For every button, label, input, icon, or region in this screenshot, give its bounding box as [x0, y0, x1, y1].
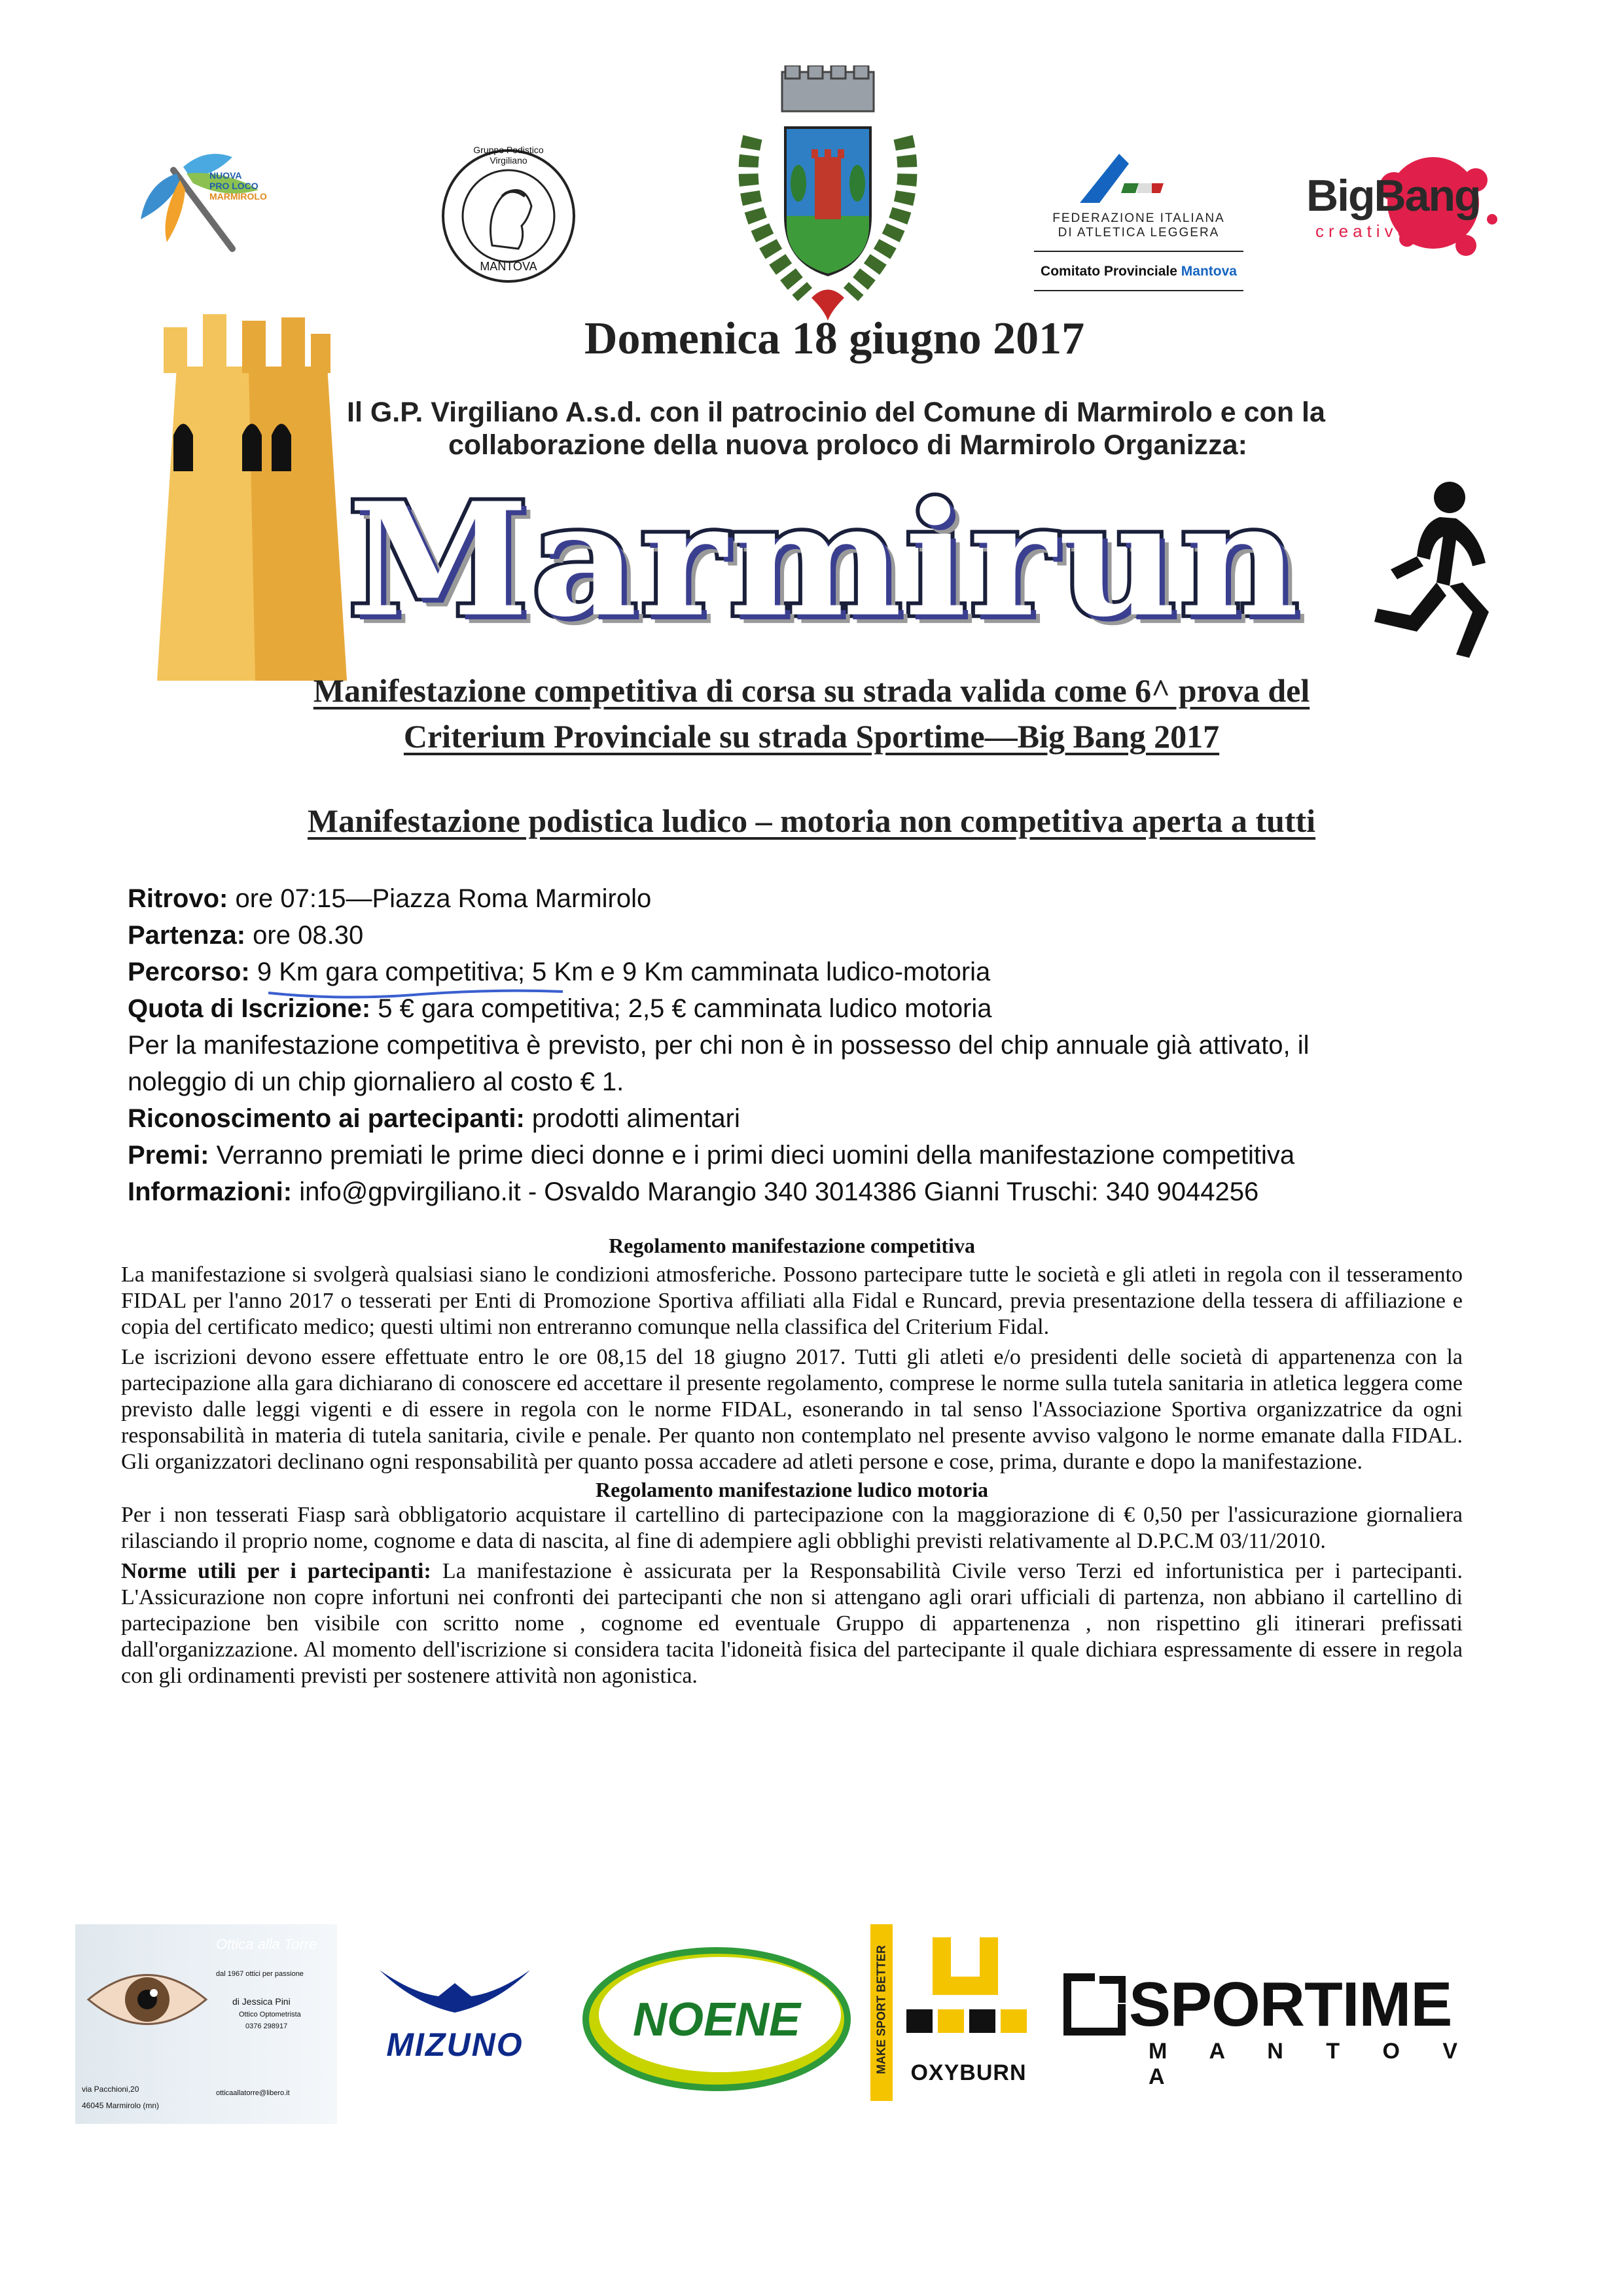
- info-riconoscimento: [128, 1100, 1502, 1137]
- ottica-line4: 0376 298917: [245, 2022, 288, 2030]
- ritrovo-value: ore 07:15—Piazza Roma Marmirolo: [228, 884, 652, 913]
- coat-of-arms-icon: [726, 65, 929, 321]
- regolamento-ludico-p1: Per i non tesserati Fiasp sarà obbligatorio acquistare il cartellino di partecipazione con la maggiorazione di € 0,50 per l'assicurazione giornaliera rilasciando il proprio nome, cognome e data di nascita, al fine di adempiere agli obblighi previsti relativamente al D.P.C.M 03/11/2010.: [121, 1503, 1463, 1553]
- partenza-value: ore 08.30: [245, 921, 364, 950]
- info-ritrovo: [128, 880, 1502, 917]
- percorso-label: Percorso:: [128, 958, 250, 986]
- info-block: [128, 880, 1502, 1210]
- sportime-name: SPORTIME: [1129, 1969, 1452, 2039]
- gp-ring-text: Gruppo Podistico Virgiliano: [473, 145, 544, 166]
- chip-line-1: Per la manifestazione competitiva è previsto, per chi non è in possesso del chip annuale già attivato, il: [128, 1031, 1310, 1060]
- event-title-banner: [308, 461, 1342, 658]
- runner-illustration: [1358, 478, 1502, 668]
- runner-icon: [1358, 478, 1502, 668]
- sponsor-noene: [579, 1937, 854, 2101]
- mizuno-name: MIZUNO: [386, 2026, 524, 2063]
- event-title: Marmirun: [348, 468, 1302, 651]
- ottica-address1: via Pacchioni,20: [82, 2085, 139, 2094]
- fidal-line2: DI ATLETICA LEGGERA: [1058, 226, 1220, 240]
- proloco-line2: PRO LOCO: [209, 181, 259, 191]
- proloco-line1: NUOVA: [209, 170, 242, 181]
- sponsor-oxyburn: [870, 1924, 1037, 2101]
- premi-value: Verranno premiati le prime dieci donne e i primi dieci uomini della manifestazione competitiva: [209, 1141, 1295, 1170]
- regolamento-ludico-title: Regolamento manifestazione ludico motoria: [596, 1478, 988, 1501]
- intro-line-2: collaborazione della nuova proloco di Marmirolo Organizza:: [448, 429, 1247, 461]
- sponsor-sportime: [1063, 1969, 1515, 2089]
- regolamento-competitiva-title: Regolamento manifestazione competitiva: [609, 1234, 975, 1257]
- noene-name: NOENE: [632, 1994, 801, 2046]
- riconoscimento-label: Riconoscimento ai partecipanti:: [128, 1104, 525, 1133]
- quota-value: 5 € gara competitiva; 2,5 € camminata ludico motoria: [370, 994, 992, 1023]
- gp-bottom-text: MANTOVA: [480, 260, 537, 273]
- partenza-label: Partenza:: [128, 921, 246, 950]
- norme-label: Norme utili per i partecipanti:: [121, 1559, 431, 1583]
- ottica-email: otticaallatorre@libero.it: [216, 2089, 290, 2097]
- fidal-committee-city: Mantova: [1181, 264, 1237, 279]
- logo-bigbang: [1302, 141, 1518, 272]
- logo-comune-marmirolo: [726, 65, 929, 321]
- ottica-line2: di Jessica Pini: [232, 1996, 291, 2007]
- intro-line-1: Il G.P. Virgiliano A.s.d. con il patrocinio del Comune di Marmirolo e con la: [347, 397, 1325, 428]
- info-premi: [128, 1137, 1502, 1174]
- quota-label: Quota di Iscrizione:: [128, 994, 371, 1023]
- proloco-line3: MARMIROLO: [209, 191, 267, 202]
- logo-fidal: [1021, 147, 1243, 298]
- fidal-line1: FEDERAZIONE ITALIANA: [1052, 211, 1225, 225]
- premi-label: Premi:: [128, 1141, 209, 1170]
- bigbang-sub: creative: [1315, 221, 1412, 241]
- eye-icon: [82, 1950, 213, 2049]
- ottica-line1: dal 1967 ottici per passione: [216, 1970, 304, 1978]
- ottica-line3: Ottico Optometrista: [239, 2011, 301, 2018]
- logo-proloco: [128, 144, 285, 255]
- info-informazioni: [128, 1174, 1502, 1210]
- oxyburn-icon: [900, 1937, 1031, 2055]
- ritrovo-label: Ritrovo:: [128, 884, 228, 913]
- fidal-icon: [1073, 147, 1165, 206]
- chip-line-2: noleggio di un chip giornaliero al costo € 1.: [128, 1067, 624, 1096]
- oxyburn-side: MAKE SPORT BETTER: [874, 1945, 888, 2075]
- regolamento-competitiva-p2: Le iscrizioni devono essere effettuate entro le ore 08,15 del 18 giugno 2017. Tutti gli atleti e/o presidenti delle società di appartenenza con la partecipazione alla gara dichiarano di conoscere ed accettare il presente regolamento, comprese le norme sulla tutela sanitaria in atletica leggera come previsto dalle leggi vigenti e di essere in regola con le norme FIDAL, esonerando in tal senso l'Associazione Sportiva organizzatrice da ogni responsabilità in materia di tutela sanitaria, civile e penale. Per quanto non contemplato nel presente avviso valgono le norme emanate dalla FIDAL. Gli organizzatori declinano ogni responsabilità per quanto possa accadere ad atleti persone e cose, prima, durante e dopo la manifestazione.: [121, 1345, 1463, 1474]
- riconoscimento-value: prodotti alimentari: [524, 1104, 740, 1133]
- percorso-value: 9 Km gara competitiva; 5 Km e 9 Km camminata ludico-motoria: [249, 958, 991, 986]
- event-date: Domenica 18 giugno 2017: [584, 314, 1085, 364]
- competitive-subtitle-1: Manifestazione competitiva di corsa su strada valida come 6^ prova del: [313, 672, 1310, 709]
- regolamento-section: [121, 1234, 1463, 1689]
- bigbang-name: BigBang: [1306, 171, 1480, 221]
- sponsor-mizuno: [366, 1967, 543, 2065]
- non-competitive-subtitle: [131, 802, 1492, 840]
- sponsor-ottica: [75, 1924, 337, 2124]
- fidal-committee: Comitato Provinciale: [1041, 264, 1177, 279]
- norme-text: La manifestazione è assicurata per la Responsabilità Civile verso Terzi ed infortunistica per i partecipanti. L'Assicurazione non copre infortuni nei confronti dei partecipanti che non si attengano agli orari ufficiali di partenza, non abbiano il cartellino di partecipazione ben visibile con scritto nome , cognome ed eventuale Gruppo di appartenenza , non rispettino gli itinerari prefissati dall'organizzazione. Al momento dell'iscrizione si considera tacita l'idoneità fisica del partecipante il quale dichiara espressamente di essere in regola con gli ordinamenti previsti per sostenere attività non agonistica.: [121, 1559, 1463, 1688]
- informazioni-value: info@gpvirgiliano.it - Osvaldo Marangio 340 3014386 Gianni Truschi: 340 9044256: [292, 1177, 1259, 1206]
- oxyburn-name: OXYBURN: [910, 2060, 1027, 2085]
- ottica-address2: 46045 Marmirolo (mn): [82, 2101, 160, 2110]
- mizuno-runbird-icon: [373, 1967, 537, 2019]
- handwritten-underline: [265, 985, 566, 1002]
- sportime-city: M A N T O V A: [1149, 2039, 1476, 2089]
- informazioni-label: Informazioni:: [128, 1177, 293, 1206]
- logo-gp-virgiliano: [440, 147, 577, 285]
- competitive-subtitle-2: Criterium Provinciale su strada Sportime—Big Bang 2017: [403, 718, 1220, 755]
- non-competitive-subtitle-text: Manifestazione podistica ludico – motoria non competitiva aperta a tutti: [307, 802, 1316, 839]
- sportime-square-icon: [1063, 1973, 1126, 2036]
- regolamento-competitiva-p1: La manifestazione si svolgerà qualsiasi siano le condizioni atmosferiche. Possono partecipare tutte le società e gli atleti in regola con il tesseramento FIDAL per l'anno 2017 o tesserati per Enti di Promozione Sportiva affiliati alla Fidal e Runcard, previa presentazione della tessera di affiliazione e copia del certificato medico; questi ultimi non entreranno comunque nella classifica del Criterium Fidal.: [121, 1263, 1463, 1339]
- ottica-name: Ottica alla Torre: [216, 1936, 317, 1952]
- norme-paragraph: [121, 1558, 1463, 1689]
- info-partenza: [128, 917, 1502, 954]
